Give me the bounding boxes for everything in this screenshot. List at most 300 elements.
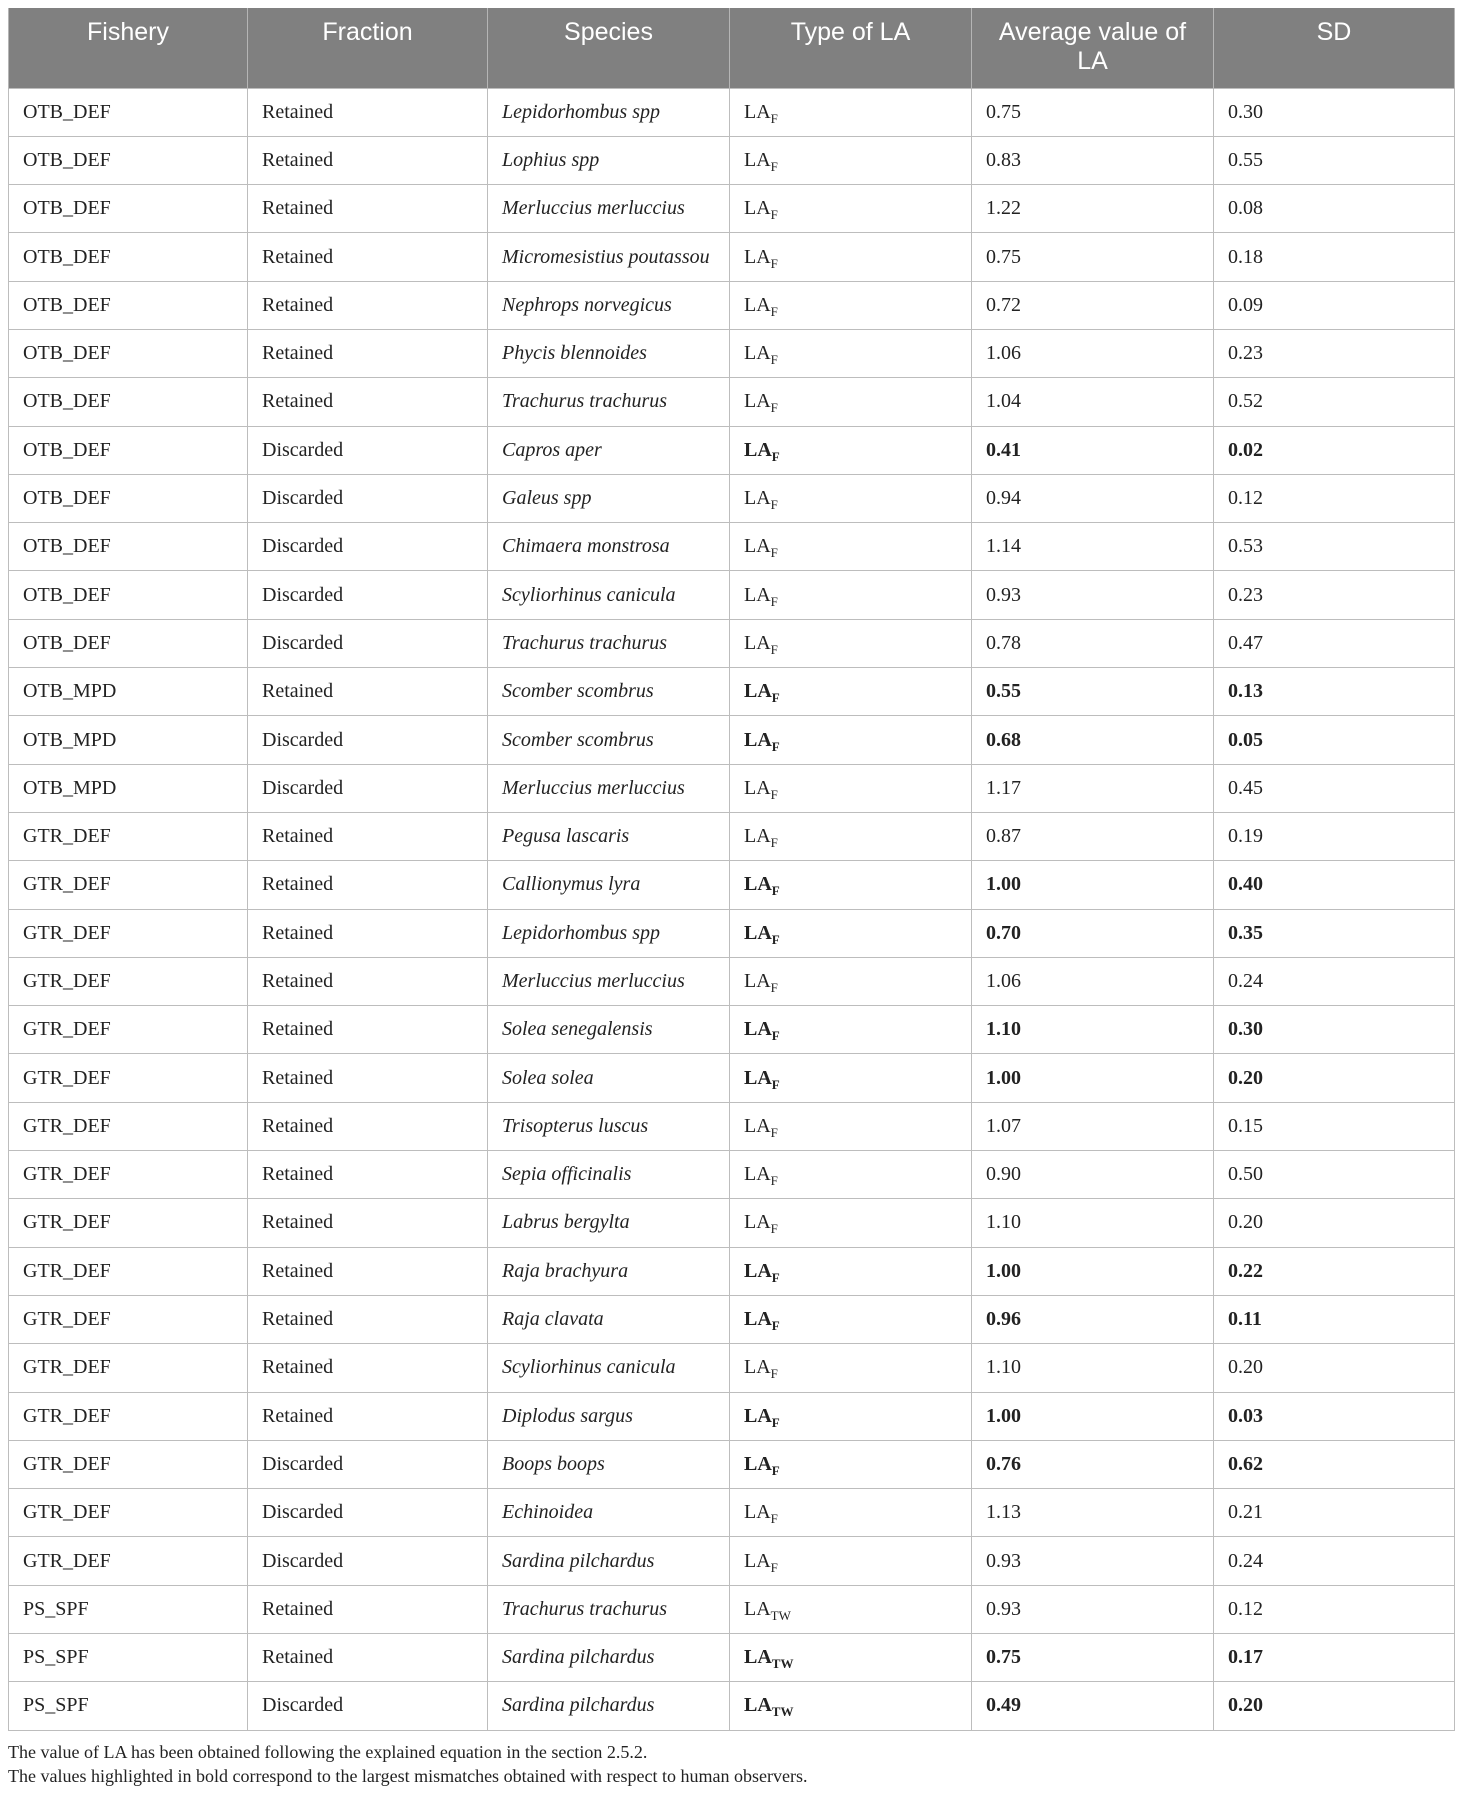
la-base: LA bbox=[744, 921, 772, 944]
cell-species: Raja clavata bbox=[488, 1295, 730, 1343]
cell-fishery: OTB_DEF bbox=[9, 619, 248, 667]
cell-type-of-la bbox=[730, 1585, 972, 1633]
cell-fishery: GTR_DEF bbox=[9, 1440, 248, 1488]
cell-fishery: GTR_DEF bbox=[9, 1537, 248, 1585]
cell-fishery: OTB_DEF bbox=[9, 136, 248, 184]
table-row bbox=[9, 668, 1455, 716]
table-row bbox=[9, 861, 1455, 909]
cell-fraction: Retained bbox=[248, 812, 488, 860]
la-base: LA bbox=[744, 197, 771, 220]
la-subscript: F bbox=[771, 1414, 780, 1430]
header-fishery: Fishery bbox=[9, 8, 248, 88]
cell-species: Boops boops bbox=[488, 1440, 730, 1488]
cell-fraction: Retained bbox=[248, 1247, 488, 1295]
table-container bbox=[8, 8, 1454, 1731]
cell-average-value: 0.70 bbox=[972, 909, 1214, 957]
cell-type-of-la bbox=[730, 185, 972, 233]
cell-type-of-la bbox=[730, 619, 972, 667]
table-row bbox=[9, 1344, 1455, 1392]
cell-species: Micromesistius poutassou bbox=[488, 233, 730, 281]
cell-average-value: 0.78 bbox=[972, 619, 1214, 667]
cell-fishery: GTR_DEF bbox=[9, 861, 248, 909]
cell-species: Sardina pilchardus bbox=[488, 1634, 730, 1682]
cell-type-of-la bbox=[730, 861, 972, 909]
cell-sd: 0.62 bbox=[1214, 1440, 1455, 1488]
la-subscript: F bbox=[770, 979, 778, 995]
table-row bbox=[9, 957, 1455, 1005]
cell-species: Sepia officinalis bbox=[488, 1151, 730, 1199]
cell-sd: 0.24 bbox=[1214, 957, 1455, 1005]
la-subscript: F bbox=[770, 400, 778, 416]
cell-type-of-la bbox=[730, 136, 972, 184]
cell-species: Sardina pilchardus bbox=[488, 1537, 730, 1585]
table-row bbox=[9, 523, 1455, 571]
la-subscript: F bbox=[770, 835, 778, 851]
cell-species: Phycis blennoides bbox=[488, 329, 730, 377]
cell-fraction: Retained bbox=[248, 668, 488, 716]
la-subscript: F bbox=[771, 1318, 780, 1334]
cell-average-value: 1.06 bbox=[972, 329, 1214, 377]
cell-species: Echinoidea bbox=[488, 1489, 730, 1537]
cell-type-of-la bbox=[730, 1440, 972, 1488]
table-row bbox=[9, 1295, 1455, 1343]
cell-fishery: GTR_DEF bbox=[9, 909, 248, 957]
cell-sd: 0.09 bbox=[1214, 281, 1455, 329]
cell-type-of-la bbox=[730, 281, 972, 329]
table-row bbox=[9, 1199, 1455, 1247]
cell-fishery: OTB_DEF bbox=[9, 185, 248, 233]
cell-fishery: GTR_DEF bbox=[9, 1392, 248, 1440]
table-row bbox=[9, 571, 1455, 619]
la-base: LA bbox=[744, 728, 772, 751]
table-row bbox=[9, 88, 1455, 136]
la-base: LA bbox=[744, 1259, 772, 1282]
table-row bbox=[9, 1440, 1455, 1488]
la-base: LA bbox=[744, 1066, 772, 1089]
cell-type-of-la bbox=[730, 1392, 972, 1440]
cell-type-of-la bbox=[730, 523, 972, 571]
cell-sd: 0.11 bbox=[1214, 1295, 1455, 1343]
cell-fishery: GTR_DEF bbox=[9, 1102, 248, 1150]
la-base: LA bbox=[744, 100, 771, 123]
cell-species: Lepidorhombus spp bbox=[488, 88, 730, 136]
cell-fishery: OTB_MPD bbox=[9, 764, 248, 812]
table-row bbox=[9, 1585, 1455, 1633]
table-row bbox=[9, 764, 1455, 812]
cell-fraction: Retained bbox=[248, 1006, 488, 1054]
cell-species: Pegusa lascaris bbox=[488, 812, 730, 860]
cell-species: Trachurus trachurus bbox=[488, 378, 730, 426]
cell-species: Scomber scombrus bbox=[488, 716, 730, 764]
table-row bbox=[9, 474, 1455, 522]
cell-fishery: OTB_DEF bbox=[9, 378, 248, 426]
table-header bbox=[9, 8, 1455, 88]
cell-species: Trachurus trachurus bbox=[488, 619, 730, 667]
cell-species: Nephrops norvegicus bbox=[488, 281, 730, 329]
cell-fraction: Retained bbox=[248, 957, 488, 1005]
cell-fraction: Discarded bbox=[248, 426, 488, 474]
cell-average-value: 0.75 bbox=[972, 233, 1214, 281]
cell-fraction: Retained bbox=[248, 1295, 488, 1343]
cell-sd: 0.21 bbox=[1214, 1489, 1455, 1537]
cell-fishery: GTR_DEF bbox=[9, 1344, 248, 1392]
cell-fraction: Retained bbox=[248, 1392, 488, 1440]
cell-species: Merluccius merluccius bbox=[488, 957, 730, 1005]
cell-average-value: 1.06 bbox=[972, 957, 1214, 1005]
cell-sd: 0.23 bbox=[1214, 571, 1455, 619]
cell-sd: 0.20 bbox=[1214, 1344, 1455, 1392]
cell-sd: 0.30 bbox=[1214, 1006, 1455, 1054]
la-subscript: F bbox=[771, 931, 780, 947]
table-row bbox=[9, 378, 1455, 426]
cell-fraction: Discarded bbox=[248, 716, 488, 764]
cell-average-value: 1.00 bbox=[972, 1054, 1214, 1102]
cell-type-of-la bbox=[730, 1295, 972, 1343]
cell-average-value: 1.00 bbox=[972, 861, 1214, 909]
la-base: LA bbox=[744, 631, 771, 654]
cell-fishery: OTB_DEF bbox=[9, 571, 248, 619]
table-row bbox=[9, 619, 1455, 667]
la-subscript: F bbox=[770, 786, 778, 802]
cell-fraction: Discarded bbox=[248, 523, 488, 571]
cell-average-value: 1.13 bbox=[972, 1489, 1214, 1537]
la-subscript: F bbox=[771, 1076, 780, 1092]
cell-species: Scyliorhinus canicula bbox=[488, 1344, 730, 1392]
cell-average-value: 0.94 bbox=[972, 474, 1214, 522]
cell-species: Labrus bergylta bbox=[488, 1199, 730, 1247]
cell-fraction: Discarded bbox=[248, 1537, 488, 1585]
cell-type-of-la bbox=[730, 571, 972, 619]
cell-sd: 0.05 bbox=[1214, 716, 1455, 764]
cell-fraction: Retained bbox=[248, 1102, 488, 1150]
cell-type-of-la bbox=[730, 1344, 972, 1392]
la-subscript: F bbox=[770, 207, 778, 223]
cell-species: Trisopterus luscus bbox=[488, 1102, 730, 1150]
table-row bbox=[9, 233, 1455, 281]
la-base: LA bbox=[744, 1114, 771, 1137]
cell-average-value: 1.04 bbox=[972, 378, 1214, 426]
cell-fraction: Retained bbox=[248, 1151, 488, 1199]
la-base: LA bbox=[744, 293, 771, 316]
cell-fraction: Discarded bbox=[248, 1440, 488, 1488]
cell-type-of-la bbox=[730, 764, 972, 812]
cell-fraction: Discarded bbox=[248, 764, 488, 812]
la-subscript: F bbox=[771, 1028, 780, 1044]
la-base: LA bbox=[744, 969, 771, 992]
cell-average-value: 1.00 bbox=[972, 1392, 1214, 1440]
table-row bbox=[9, 1054, 1455, 1102]
cell-sd: 0.53 bbox=[1214, 523, 1455, 571]
cell-average-value: 1.00 bbox=[972, 1247, 1214, 1295]
cell-average-value: 1.10 bbox=[972, 1199, 1214, 1247]
note-equation: The value of LA has been obtained following the explained equation in the section 2.5.2. bbox=[8, 1742, 648, 1762]
cell-type-of-la bbox=[730, 1054, 972, 1102]
cell-type-of-la bbox=[730, 716, 972, 764]
cell-average-value: 0.87 bbox=[972, 812, 1214, 860]
header-species: Species bbox=[488, 8, 730, 88]
cell-fishery: GTR_DEF bbox=[9, 1151, 248, 1199]
cell-sd: 0.24 bbox=[1214, 1537, 1455, 1585]
cell-average-value: 0.93 bbox=[972, 1585, 1214, 1633]
la-subscript: F bbox=[771, 738, 780, 754]
cell-fraction: Retained bbox=[248, 1054, 488, 1102]
cell-fishery: OTB_DEF bbox=[9, 523, 248, 571]
cell-type-of-la bbox=[730, 1102, 972, 1150]
la-base: LA bbox=[744, 825, 771, 848]
cell-fraction: Discarded bbox=[248, 1489, 488, 1537]
la-base: LA bbox=[744, 390, 771, 413]
cell-fishery: GTR_DEF bbox=[9, 1054, 248, 1102]
cell-average-value: 0.75 bbox=[972, 1634, 1214, 1682]
cell-sd: 0.35 bbox=[1214, 909, 1455, 957]
header-fraction: Fraction bbox=[248, 8, 488, 88]
cell-fishery: OTB_DEF bbox=[9, 88, 248, 136]
cell-type-of-la bbox=[730, 378, 972, 426]
cell-average-value: 0.83 bbox=[972, 136, 1214, 184]
la-subscript: F bbox=[770, 1511, 778, 1527]
cell-sd: 0.18 bbox=[1214, 233, 1455, 281]
cell-average-value: 0.49 bbox=[972, 1682, 1214, 1730]
header-average-value: Average value of LA bbox=[972, 8, 1214, 88]
cell-sd: 0.50 bbox=[1214, 1151, 1455, 1199]
la-base: LA bbox=[744, 1018, 772, 1041]
cell-type-of-la bbox=[730, 1006, 972, 1054]
cell-fraction: Discarded bbox=[248, 571, 488, 619]
la-base: LA bbox=[744, 873, 772, 896]
cell-sd: 0.23 bbox=[1214, 329, 1455, 377]
table-row bbox=[9, 1682, 1455, 1730]
cell-type-of-la bbox=[730, 1489, 972, 1537]
la-base: LA bbox=[744, 1646, 772, 1669]
table-row bbox=[9, 909, 1455, 957]
cell-fraction: Retained bbox=[248, 861, 488, 909]
cell-type-of-la bbox=[730, 474, 972, 522]
cell-species: Merluccius merluccius bbox=[488, 764, 730, 812]
cell-fishery: GTR_DEF bbox=[9, 1489, 248, 1537]
cell-sd: 0.52 bbox=[1214, 378, 1455, 426]
cell-fraction: Retained bbox=[248, 88, 488, 136]
cell-sd: 0.19 bbox=[1214, 812, 1455, 860]
cell-sd: 0.15 bbox=[1214, 1102, 1455, 1150]
table-row bbox=[9, 1392, 1455, 1440]
la-subscript: F bbox=[770, 1124, 778, 1140]
table-row bbox=[9, 426, 1455, 474]
cell-average-value: 0.41 bbox=[972, 426, 1214, 474]
cell-sd: 0.03 bbox=[1214, 1392, 1455, 1440]
cell-average-value: 0.76 bbox=[972, 1440, 1214, 1488]
cell-species: Scomber scombrus bbox=[488, 668, 730, 716]
cell-type-of-la bbox=[730, 812, 972, 860]
cell-species: Scyliorhinus canicula bbox=[488, 571, 730, 619]
la-subscript: TW bbox=[770, 1607, 791, 1623]
table-row bbox=[9, 1489, 1455, 1537]
header-type-of-la: Type of LA bbox=[730, 8, 972, 88]
cell-type-of-la bbox=[730, 1682, 972, 1730]
cell-average-value: 0.96 bbox=[972, 1295, 1214, 1343]
cell-sd: 0.12 bbox=[1214, 474, 1455, 522]
cell-fraction: Retained bbox=[248, 909, 488, 957]
cell-species: Solea senegalensis bbox=[488, 1006, 730, 1054]
cell-sd: 0.08 bbox=[1214, 185, 1455, 233]
cell-species: Sardina pilchardus bbox=[488, 1682, 730, 1730]
la-subscript: F bbox=[771, 1269, 780, 1285]
cell-fishery: OTB_DEF bbox=[9, 281, 248, 329]
cell-type-of-la bbox=[730, 1247, 972, 1295]
cell-average-value: 1.22 bbox=[972, 185, 1214, 233]
la-base: LA bbox=[744, 245, 771, 268]
header-sd: SD bbox=[1214, 8, 1455, 88]
cell-type-of-la bbox=[730, 909, 972, 957]
cell-fishery: PS_SPF bbox=[9, 1585, 248, 1633]
la-base: LA bbox=[744, 1163, 771, 1186]
table-row bbox=[9, 1537, 1455, 1585]
cell-species: Lophius spp bbox=[488, 136, 730, 184]
table-row bbox=[9, 1634, 1455, 1682]
table-row bbox=[9, 185, 1455, 233]
table-row bbox=[9, 136, 1455, 184]
la-base: LA bbox=[744, 535, 771, 558]
cell-average-value: 1.07 bbox=[972, 1102, 1214, 1150]
cell-fraction: Retained bbox=[248, 185, 488, 233]
la-base: LA bbox=[744, 680, 772, 703]
cell-fraction: Retained bbox=[248, 329, 488, 377]
cell-species: Lepidorhombus spp bbox=[488, 909, 730, 957]
cell-fishery: GTR_DEF bbox=[9, 1199, 248, 1247]
la-subscript: F bbox=[770, 110, 778, 126]
la-base: LA bbox=[744, 1597, 771, 1620]
cell-fraction: Retained bbox=[248, 1344, 488, 1392]
cell-fraction: Retained bbox=[248, 1199, 488, 1247]
cell-average-value: 0.90 bbox=[972, 1151, 1214, 1199]
cell-type-of-la bbox=[730, 88, 972, 136]
cell-fishery: PS_SPF bbox=[9, 1634, 248, 1682]
table-row bbox=[9, 281, 1455, 329]
cell-species: Solea solea bbox=[488, 1054, 730, 1102]
cell-sd: 0.47 bbox=[1214, 619, 1455, 667]
cell-sd: 0.22 bbox=[1214, 1247, 1455, 1295]
cell-average-value: 0.75 bbox=[972, 88, 1214, 136]
la-base: LA bbox=[744, 438, 772, 461]
cell-sd: 0.12 bbox=[1214, 1585, 1455, 1633]
la-subscript: F bbox=[771, 1462, 780, 1478]
cell-type-of-la bbox=[730, 1634, 972, 1682]
cell-average-value: 1.10 bbox=[972, 1344, 1214, 1392]
la-subscript: TW bbox=[771, 1656, 794, 1672]
la-subscript: F bbox=[771, 690, 780, 706]
la-subscript: F bbox=[770, 352, 778, 368]
cell-average-value: 0.68 bbox=[972, 716, 1214, 764]
la-base: LA bbox=[744, 1694, 772, 1717]
cell-type-of-la bbox=[730, 1151, 972, 1199]
cell-sd: 0.55 bbox=[1214, 136, 1455, 184]
cell-average-value: 1.10 bbox=[972, 1006, 1214, 1054]
cell-average-value: 1.14 bbox=[972, 523, 1214, 571]
la-base: LA bbox=[744, 1308, 772, 1331]
cell-fishery: OTB_MPD bbox=[9, 716, 248, 764]
la-base: LA bbox=[744, 776, 771, 799]
note-bold: The values highlighted in bold correspond to the largest mismatches obtained with respect to human observers. bbox=[8, 1766, 808, 1786]
la-base: LA bbox=[744, 148, 771, 171]
la-subscript: F bbox=[770, 158, 778, 174]
la-base: LA bbox=[744, 1501, 771, 1524]
la-base: LA bbox=[744, 583, 771, 606]
cell-fraction: Retained bbox=[248, 1585, 488, 1633]
cell-fraction: Retained bbox=[248, 233, 488, 281]
cell-type-of-la bbox=[730, 329, 972, 377]
cell-fishery: GTR_DEF bbox=[9, 812, 248, 860]
la-base: LA bbox=[744, 342, 771, 365]
la-base: LA bbox=[744, 1356, 771, 1379]
cell-species: Raja brachyura bbox=[488, 1247, 730, 1295]
la-subscript: F bbox=[770, 497, 778, 513]
cell-sd: 0.02 bbox=[1214, 426, 1455, 474]
cell-sd: 0.30 bbox=[1214, 88, 1455, 136]
cell-species: Diplodus sargus bbox=[488, 1392, 730, 1440]
cell-fraction: Retained bbox=[248, 378, 488, 426]
la-subscript: F bbox=[770, 1221, 778, 1237]
la-subscript: F bbox=[770, 1173, 778, 1189]
table-row bbox=[9, 1247, 1455, 1295]
cell-fraction: Retained bbox=[248, 136, 488, 184]
cell-species: Chimaera monstrosa bbox=[488, 523, 730, 571]
cell-average-value: 0.55 bbox=[972, 668, 1214, 716]
table-row bbox=[9, 1006, 1455, 1054]
la-subscript: F bbox=[770, 1559, 778, 1575]
cell-fraction: Discarded bbox=[248, 619, 488, 667]
cell-fishery: PS_SPF bbox=[9, 1682, 248, 1730]
cell-fishery: OTB_DEF bbox=[9, 426, 248, 474]
la-subscript: F bbox=[770, 1366, 778, 1382]
cell-fraction: Retained bbox=[248, 281, 488, 329]
cell-average-value: 0.93 bbox=[972, 1537, 1214, 1585]
la-base: LA bbox=[744, 1211, 771, 1234]
la-subscript: F bbox=[771, 883, 780, 899]
cell-type-of-la bbox=[730, 957, 972, 1005]
cell-sd: 0.17 bbox=[1214, 1634, 1455, 1682]
cell-fishery: OTB_DEF bbox=[9, 329, 248, 377]
cell-type-of-la bbox=[730, 668, 972, 716]
cell-fraction: Retained bbox=[248, 1634, 488, 1682]
cell-species: Merluccius merluccius bbox=[488, 185, 730, 233]
la-subscript: F bbox=[770, 545, 778, 561]
cell-species: Callionymus lyra bbox=[488, 861, 730, 909]
cell-species: Trachurus trachurus bbox=[488, 1585, 730, 1633]
cell-fishery: OTB_DEF bbox=[9, 474, 248, 522]
table-row bbox=[9, 329, 1455, 377]
la-subscript: TW bbox=[771, 1704, 794, 1720]
la-table bbox=[8, 8, 1455, 1731]
cell-fraction: Discarded bbox=[248, 1682, 488, 1730]
la-subscript: F bbox=[771, 448, 780, 464]
cell-average-value: 0.93 bbox=[972, 571, 1214, 619]
cell-type-of-la bbox=[730, 1199, 972, 1247]
cell-type-of-la bbox=[730, 233, 972, 281]
table-row bbox=[9, 716, 1455, 764]
cell-fishery: GTR_DEF bbox=[9, 1295, 248, 1343]
la-base: LA bbox=[744, 1549, 771, 1572]
cell-fishery: GTR_DEF bbox=[9, 957, 248, 1005]
la-subscript: F bbox=[770, 593, 778, 609]
cell-sd: 0.20 bbox=[1214, 1054, 1455, 1102]
la-base: LA bbox=[744, 1404, 772, 1427]
cell-sd: 0.13 bbox=[1214, 668, 1455, 716]
cell-fishery: GTR_DEF bbox=[9, 1006, 248, 1054]
table-notes bbox=[8, 1740, 807, 1788]
la-subscript: F bbox=[770, 303, 778, 319]
cell-fishery: OTB_MPD bbox=[9, 668, 248, 716]
cell-fraction: Discarded bbox=[248, 474, 488, 522]
cell-fishery: OTB_DEF bbox=[9, 233, 248, 281]
